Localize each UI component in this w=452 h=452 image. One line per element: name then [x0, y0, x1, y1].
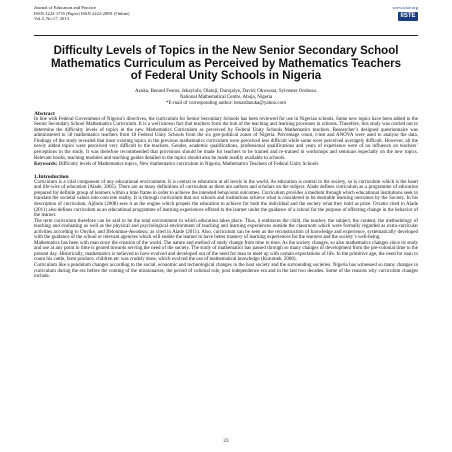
header-divider	[34, 35, 418, 36]
title-line: Mathematics Curriculum as Perceived by Mathematics Teachers	[50, 57, 402, 70]
intro-paragraph: Curriculum is a vital component of any educational environment. It is central to education at all levels in the world. As education is central to the society, so is curriculum which is the heart and life-wire of education (Alade, 2005). There are as many definitions of curriculum as there are authors and scholars on the subject. Alade defines curriculum as a programme of education prepared for definite group of learners within a time frame in order to achieve the intended behavioral outcomes. Curriculum provides a medium through which educational institutions seek to translate the societal values into concrete reality. It is through curriculum that our schools and institutions achieve what is considered to be desirable learning outcomes by the Society. In his description of curriculum, Ajibola (2008) sees it as the engine which propels the education to achieve for both the individual and the society what they hold as prize. Oviatio cited in Alade (2011) also defines curriculum as an educational programme of learning experiences offered to the learner under the guidance of a school for the purpose of effecting change in the behavior of the learner.	[34, 179, 418, 219]
intro-paragraph: Mathematics has been with man since the creation of the world. The nature and method of study change from time to time. As the society changes, so also mathematics changes since its study and use at any point in time is geared towards serving the need of the society. The study of mathematics has passed through so many changes of development from the pre-colonial time to the present day. Historically, mathematics is believed to have evolved and developed out of the need for man to meet up with certain expectations of life. In the primitive age, the need for man to count his cattle, farm produce, children etc was crudely done, which evolved the use of mathematical knowledge (Kurumeh, 2006).	[34, 240, 418, 263]
journal-name: Journal of Education and Practice	[34, 5, 96, 10]
title-line: Difficulty Levels of Topics in the New Senior Secondary School	[53, 45, 399, 57]
title-line: of Federal Unity Schools in Nigeria	[130, 70, 322, 82]
journal-issn: ISSN 2222-1735 (Paper) ISSN 2222-288X (Online)	[34, 10, 130, 16]
intro-paragraph: Curriculum like a pendulum changes according to the social, economic and technological changes in the host society and the surrounding societies. Nigeria has witnessed so many changes in curriculum during the era before the coming of the missionaries, the period of colonial rule, post independence era and in the last two decades. Some of the reasons why curriculum changes include.	[34, 263, 418, 280]
journal-site-link[interactable]: www.iiste.org	[392, 5, 418, 10]
journal-header	[34, 5, 418, 35]
iiste-logo: IISTE	[398, 12, 418, 21]
keywords-text: Difficulty levels of Mathematics topics, New mathematics curriculum in Nigeria, Mathematics Teachers of Federal Unity Schools	[58, 162, 319, 168]
page-number: 23	[223, 438, 229, 444]
keywords-label: Keywords:	[34, 162, 58, 168]
paper-affiliation: National Mathematical Centre, Abuja, Nigeria	[179, 94, 273, 100]
journal-info	[34, 5, 130, 22]
journal-site-block	[392, 5, 418, 21]
journal-volume: Vol.4, No.17, 2013	[34, 16, 69, 21]
paper-title	[34, 45, 418, 83]
paper-authors: Azuka, Benard Festus; Jekayinfa, Olatoji; Durojaiye, David; Okwuoza, Sylvester Orobosa.	[135, 88, 317, 94]
abstract-text: In line with Federal Government of Nigeria’s directives, the curriculum for Senior Secondary Schools has been reviewed for use in Nigerian schools. Some new topics have been added to the Senior Secondary School Mathematics Curriculum. It is a well known fact that teachers form the hub of the teaching and learning processes in schools. Therefore, this study was carried out to determine the difficulty levels of topics in the new Mathematics Curriculum as perceived by Federal Unity Schools Mathematics teachers. Researcher’s designed questionnaire was administered to 58 mathematics teachers from 18 Federal Unity Schools from the six geo-political zones of Nigeria. Percentage count, t-test and ANOVA were used to analyze the data. Findings of the study revealed that most existing topics in the previous mathematics curriculum were perceived less difficult while some were perceived averagely difficult. However, all the newly added topics were perceived very difficult to the teachers. Gender, academic qualifications, professional qualifications and years of experience were of no influence on teachers’ perceptions in the study. It was therefore recommended that provisions should be made for teachers to be trained and re-trained in workshops and seminars especially on the new topics. Relevant books, teaching modules and teaching guides detailed in the topics should also be made readily available to schools.	[34, 116, 418, 161]
keywords	[34, 162, 418, 168]
corresponding-email: *E-mail of corresponding author: benardazuka@yahoo.com	[166, 100, 286, 106]
abstract-heading: Abstract	[34, 110, 55, 117]
intro-paragraph: The term curriculum therefore can be said to be the total environment in which education takes place. Thus, it embraces the child, the teacher, the subject, the content, the methodology of teaching and evaluating as well as the physical and psychological environment of teaching and learning experiences outside the classroom which were formally regarded as extra-curricular activities according to Onyike, and Ifeloumno-Awodezu, as cited in Alade (2011). Also, curriculum can be seen as the reconstruction of knowledge and experience, systematically developed with the guidance of the school or relevant agencies which will enable the learner to have better mastery of learning experiences for the learners and the society’s well-being.	[34, 218, 418, 241]
intro-heading: 1.Introduction	[34, 173, 69, 180]
